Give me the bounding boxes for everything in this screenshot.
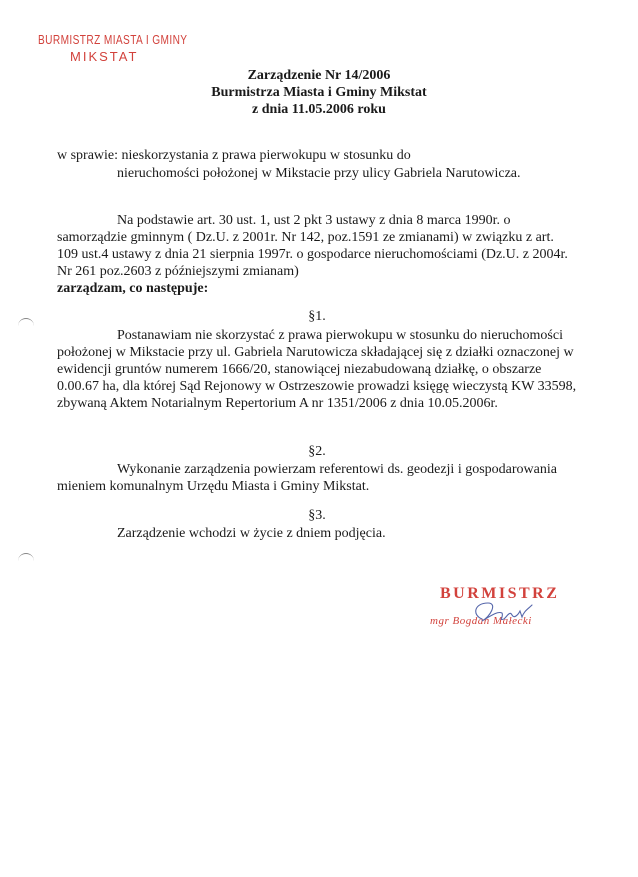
decree-statement: zarządzam, co następuje: [57,281,209,296]
signature-title: BURMISTRZ [440,585,560,602]
section-2-text: Wykonanie zarządzenia powierzam referentowi ds. geodezji i gospodarowania mieniem komunalnym Urzędu Miasta i Gminy Mikstat. [57,462,557,494]
document-date: z dnia 11.05.2006 roku [252,102,386,117]
section-3-mark: §3. [308,508,326,523]
punch-hole-mark [18,318,34,329]
document-title: Zarządzenie Nr 14/2006 [247,68,391,83]
subject-line-2: nieruchomości położonej w Mikstacie przy ulicy Gabriela Narutowicza. [117,166,521,181]
legal-basis [57,212,577,297]
punch-hole-mark [18,553,34,564]
section-1-mark: §1. [308,309,326,324]
subject-line-1: w sprawie: nieskorzystania z prawa pierwokupu w stosunku do [57,148,411,163]
section-3-text: Zarządzenie wchodzi w życie z dniem podjęcia. [117,526,386,541]
handwritten-signature [468,597,548,627]
stamp-office-name: BURMISTRZ MIASTA I GMINY [38,32,188,47]
document-subject [57,147,521,183]
signatory-name: mgr Bogdan Małecki [430,615,532,627]
section-2-mark: §2. [308,444,326,459]
office-stamp [38,32,230,64]
document-header [150,67,488,118]
document-issuer: Burmistrza Miasta i Gminy Mikstat [211,85,427,100]
stamp-town-name: MIKSTAT [70,49,139,64]
section-1-text: Postanawiam nie skorzystać z prawa pierwokupu w stosunku do nieruchomości położonej w Mikstacie przy ul. Gabriela Narutowicza składającej się z działki oznaczonej w ewidencji gruntów numerem 1666/20, stanowiącej niezabudowaną działkę, o obszarze 0.00.67 ha, dla której Sąd Rejonowy w Ostrzeszowie prowadzi księgę wieczystą KW 33598, zbywaną Aktem Notarialnym Repertorium A nr 1351/2006 z dnia 10.05.2006r. [57,328,577,411]
legal-basis-text: Na podstawie art. 30 ust. 1, ust 2 pkt 3 ustawy z dnia 8 marca 1990r. o samorządzie gminnym ( Dz.U. z 2001r. Nr 142, poz.1591 ze zmianami) w związku z art. 109 ust.4 ustawy z dnia 21 sierpnia 1997r. o gospodarce nieruchomościami (Dz.U. z 2004r. Nr 261 poz.2603 z późniejszymi zmianam) [57,213,568,279]
